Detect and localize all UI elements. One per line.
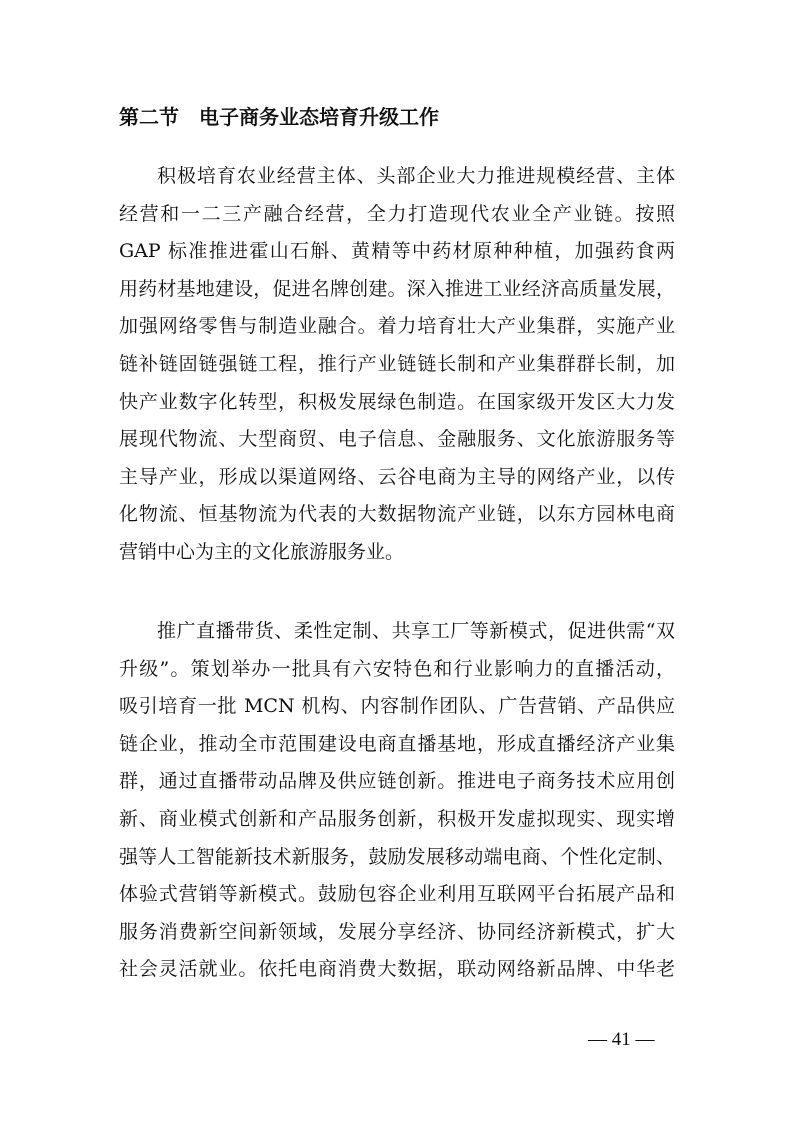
paragraph-line: 服务消费新空间新领域，发展分享经济、协同经济新模式，扩大: [119, 920, 675, 943]
paragraph-line: 强等人工智能新技术新服务，鼓励发展移动端电商、个性化定制、: [119, 845, 675, 868]
paragraph-line: 积极培育农业经营主体、头部企业大力推进规模经营、主体: [157, 165, 675, 187]
paragraph-line: 展现代物流、大型商贸、电子信息、金融服务、文化旅游服务等: [119, 428, 675, 451]
paragraph-line: 体验式营销等新模式。鼓励包容企业利用互联网平台拓展产品和: [119, 883, 675, 906]
paragraph-line: 经营和一二三产融合经营，全力打造现代农业全产业链。按照: [119, 202, 675, 225]
paragraph-1: [119, 158, 675, 572]
paragraph-line: 链企业，推动全市范围建设电商直播基地，形成直播经济产业集: [119, 732, 675, 755]
paragraph-line: 用药材基地建设，促进名牌创建。深入推进工业经济高质量发展，: [119, 277, 675, 300]
paragraph-line: 加强网络零售与制造业融合。着力培育壮大产业集群，实施产业: [119, 315, 675, 338]
page-number: — 41 —: [588, 1029, 655, 1050]
paragraph-line: 营销中心为主的文化旅游服务业。: [119, 540, 405, 563]
paragraph-line: 化物流、恒基物流为代表的大数据物流产业链，以东方园林电商: [119, 503, 675, 526]
paragraph-line: 链补链固链强链工程，推行产业链链长制和产业集群群长制，加: [119, 352, 675, 375]
paragraph-line: 社会灵活就业。依托电商消费大数据，联动网络新品牌、中华老: [119, 958, 675, 981]
paragraph-line: 主导产业，形成以渠道网络、云谷电商为主导的网络产业，以传: [119, 465, 675, 488]
paragraph-line: 升级”。策划举办一批具有六安特色和行业影响力的直播活动，: [119, 657, 675, 680]
paragraph-2: [119, 613, 675, 989]
paragraph-line: 吸引培育一批 MCN 机构、内容制作团队、广告营销、产品供应: [119, 695, 675, 718]
paragraph-line: 群，通过直播带动品牌及供应链创新。推进电子商务技术应用创: [119, 770, 675, 793]
paragraph-line: 推广直播带货、柔性定制、共享工厂等新模式，促进供需“双: [157, 620, 675, 642]
paragraph-line: 快产业数字化转型，积极发展绿色制造。在国家级开发区大力发: [119, 390, 675, 413]
paragraph-line: GAP 标准推进霍山石斛、黄精等中药材原种种植，加强药食两: [119, 240, 675, 263]
section-heading: 第二节 电子商务业态培育升级工作: [119, 105, 439, 129]
paragraph-line: 新、商业模式创新和产品服务创新，积极开发虚拟现实、现实增: [119, 807, 675, 830]
